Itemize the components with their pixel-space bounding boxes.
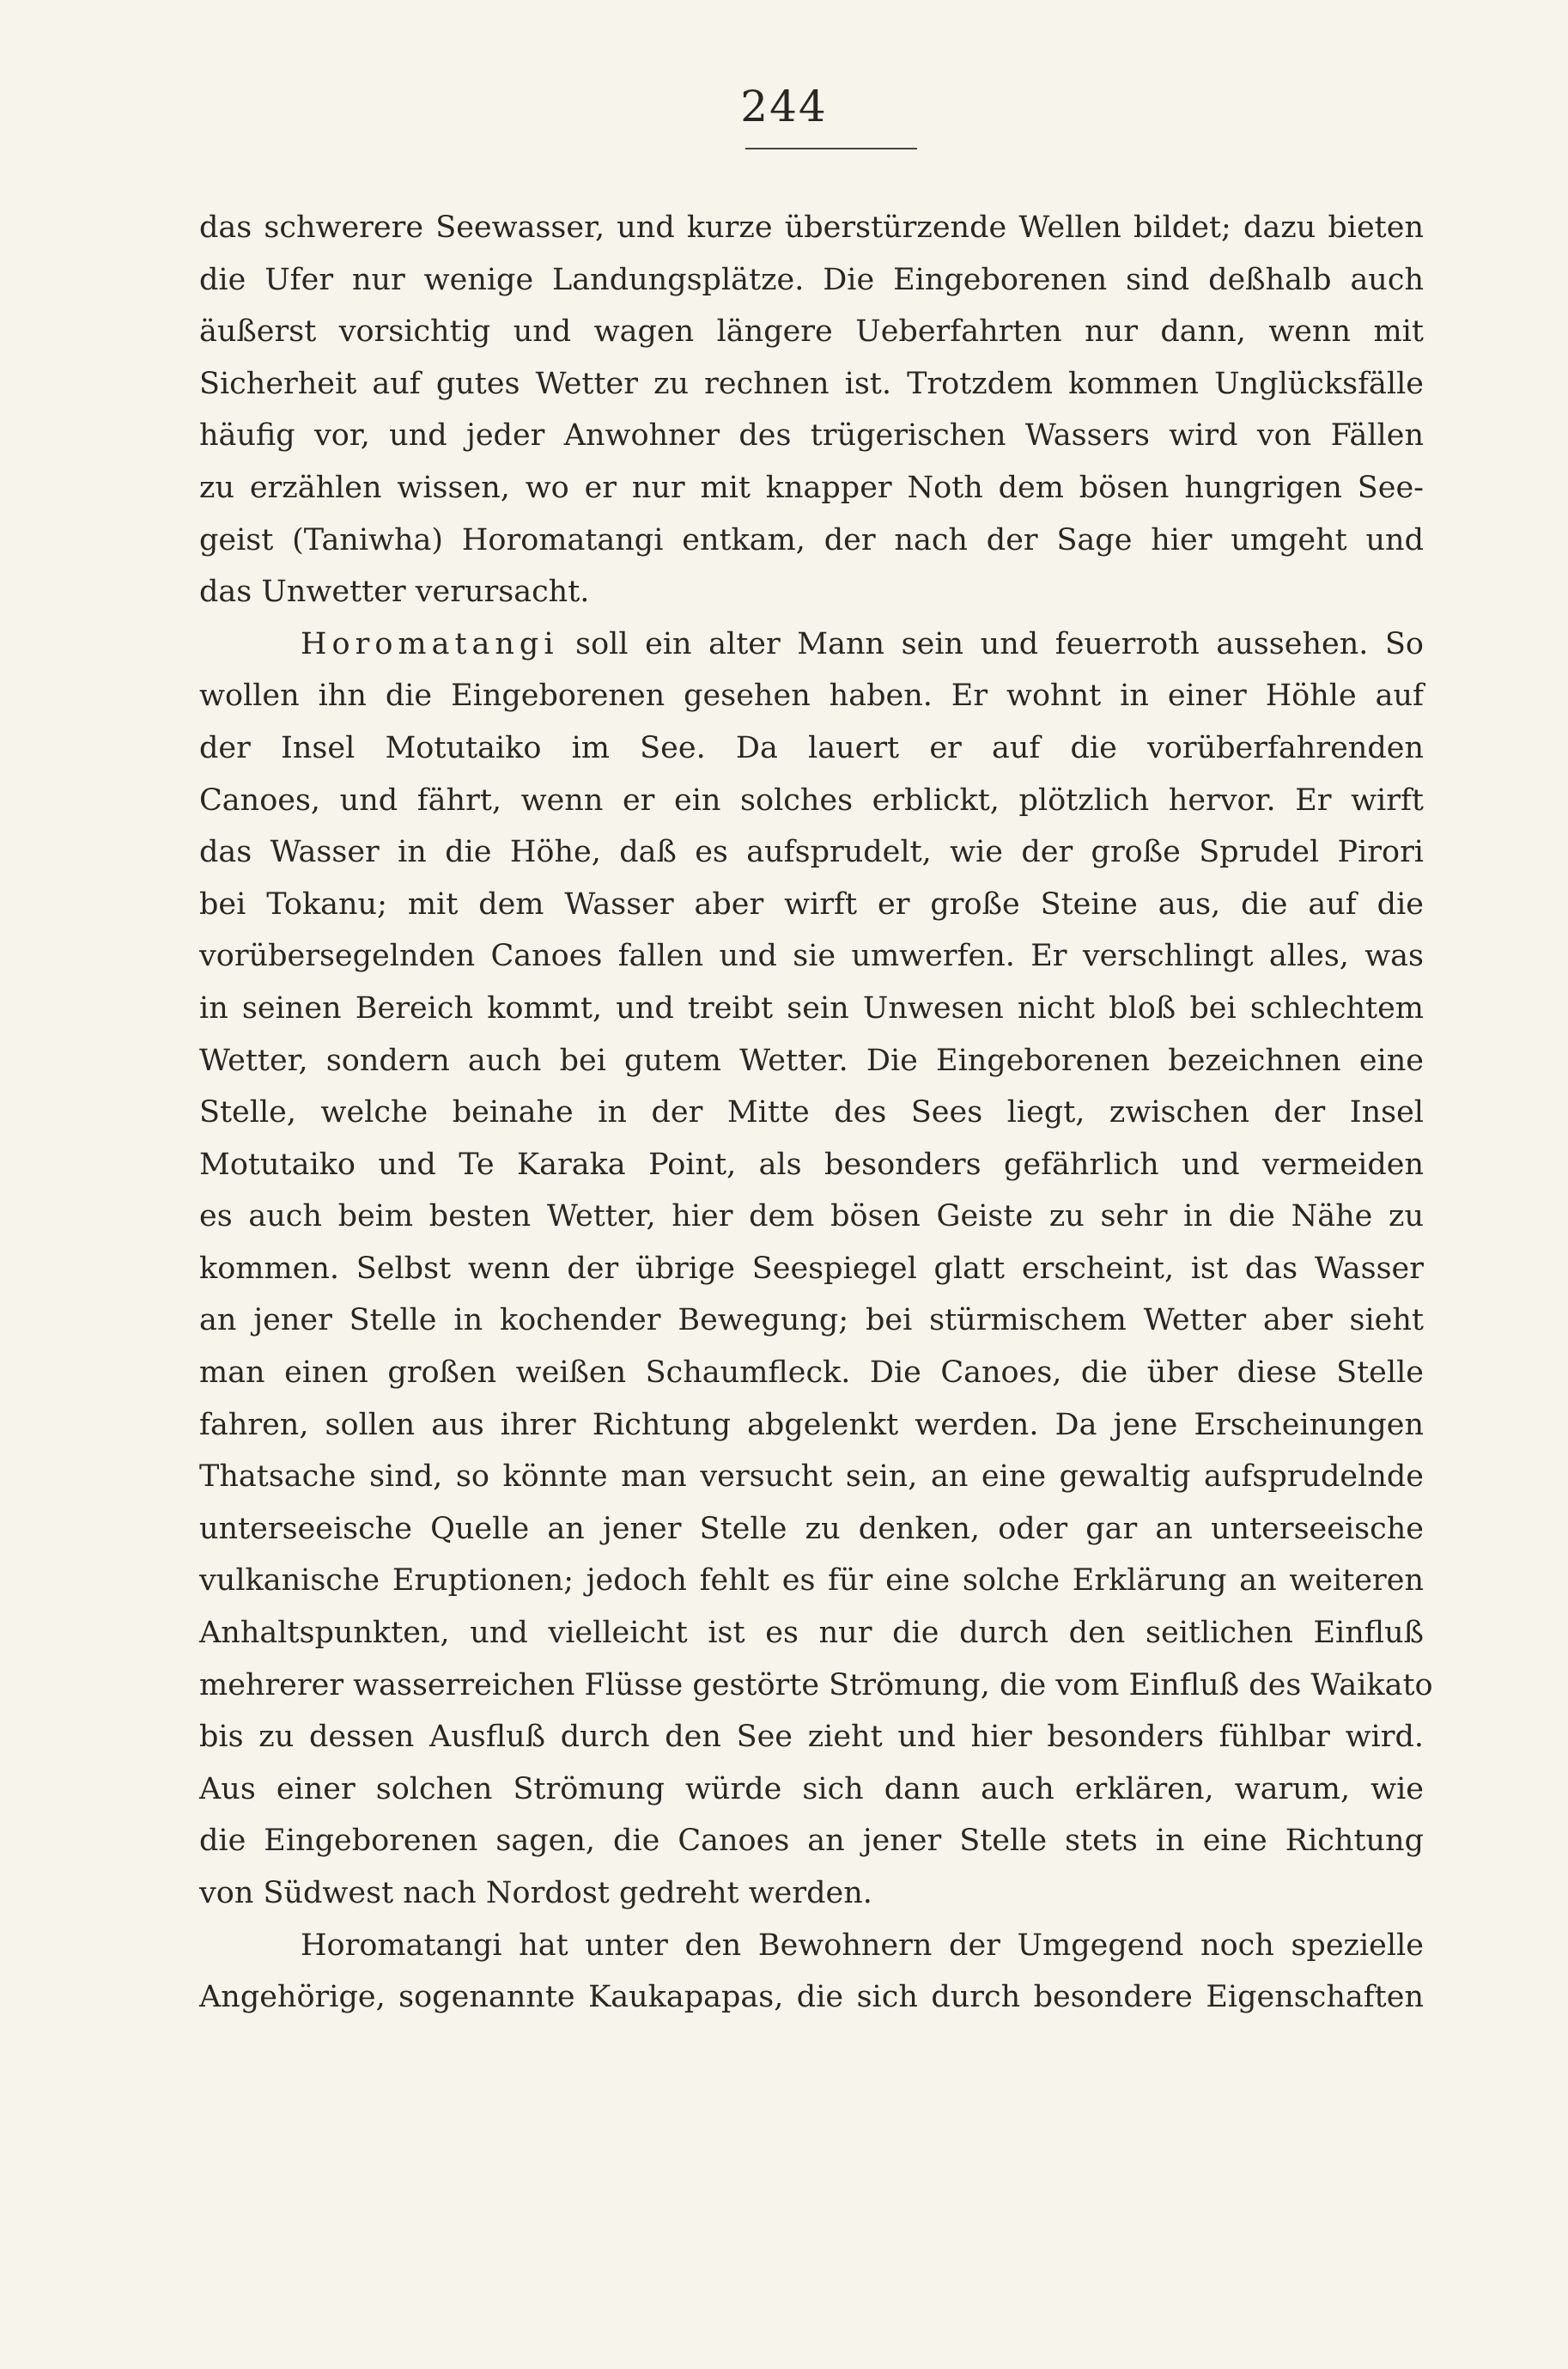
text-line: Canoes, und fährt, wenn er ein solches erblickt, plötzlich hervor. Er wirft xyxy=(199,783,1424,818)
text-line xyxy=(199,618,1424,671)
text-line: fahren, sollen aus ihrer Richtung abgelenkt werden. Da jene Erscheinungen xyxy=(199,1407,1424,1442)
text-line: geist (Taniwha) Horomatangi entkam, der nach der Sage hier umgeht und xyxy=(199,522,1424,557)
paragraph-2 xyxy=(199,618,1433,1920)
paragraph-3 xyxy=(199,1920,1424,2024)
text-line: das Wasser in die Höhe, daß es aufsprudelt, wie der große Sprudel Pirori xyxy=(199,835,1424,870)
text-line: an jener Stelle in kochender Bewegung; bei stürmischem Wetter aber sieht xyxy=(199,1303,1424,1338)
text-line: vorübersegelnden Canoes fallen und sie umwerfen. Er verschlingt alles, was xyxy=(199,939,1424,974)
body-text xyxy=(199,202,1433,2024)
text-line: Horomatangi hat unter den Bewohnern der Umgegend noch spezielle xyxy=(301,1927,1424,1963)
page-number: 244 xyxy=(740,82,828,131)
paragraph-1 xyxy=(199,202,1424,618)
text-line: es auch beim besten Wetter, hier dem bösen Geiste zu sehr in die Nähe zu xyxy=(199,1199,1424,1234)
text-line: in seinen Bereich kommt, und treibt sein Unwesen nicht bloß bei schlechtem xyxy=(199,990,1424,1026)
text-line-rest: soll ein alter Mann sein und feuerroth aussehen. So xyxy=(558,626,1424,661)
text-line: häufig vor, und jeder Anwohner des trügerischen Wassers wird von Fällen xyxy=(199,418,1424,454)
text-line: bis zu dessen Ausfluß durch den See zieht und hier besonders fühlbar wird. xyxy=(199,1720,1424,1755)
spaced-name: Horomatangi xyxy=(301,626,559,661)
text-line: die Eingeborenen sagen, die Canoes an jener Stelle stets in eine Richtung xyxy=(199,1824,1424,1859)
text-line: die Ufer nur wenige Landungsplätze. Die Eingeborenen sind deßhalb auch xyxy=(199,262,1424,297)
text-line: wollen ihn die Eingeborenen gesehen haben. Er wohnt in einer Höhle auf xyxy=(199,679,1424,714)
text-line: unterseeische Quelle an jener Stelle zu denken, oder gar an unterseeische xyxy=(199,1511,1424,1546)
text-line: Wetter, sondern auch bei gutem Wetter. Die Eingeborenen bezeichnen eine xyxy=(199,1043,1424,1078)
text-line: das Unwetter verursacht. xyxy=(199,575,590,610)
text-line: von Südwest nach Nordost gedreht werden. xyxy=(199,1876,872,1910)
text-line: Anhaltspunkten, und vielleicht ist es nur die durch den seitlichen Einfluß xyxy=(199,1616,1424,1651)
text-line: Aus einer solchen Strömung würde sich dann auch erklären, warum, wie xyxy=(199,1771,1424,1806)
text-line: mehrerer wasserreichen Flüsse gestörte Strömung, die vom Einfluß des Waikato xyxy=(199,1667,1433,1702)
text-line: kommen. Selbst wenn der übrige Seespiegel glatt erscheint, ist das Wasser xyxy=(199,1251,1424,1286)
text-line: das schwerere Seewasser, und kurze überstürzende Wellen bildet; dazu bieten xyxy=(199,210,1424,245)
text-line: vulkanische Eruptionen; jedoch fehlt es für eine solche Erklärung an weiteren xyxy=(199,1563,1424,1599)
text-line: äußerst vorsichtig und wagen längere Ueberfahrten nur dann, wenn mit xyxy=(199,314,1424,350)
text-line: Stelle, welche beinahe in der Mitte des Sees liegt, zwischen der Insel xyxy=(199,1095,1424,1130)
text-line: der Insel Motutaiko im See. Da lauert er auf die vorüberfahrenden xyxy=(199,730,1424,765)
text-line: Sicherheit auf gutes Wetter zu rechnen ist. Trotzdem kommen Unglücksfälle xyxy=(199,366,1424,401)
text-line: man einen großen weißen Schaumfleck. Die Canoes, die über diese Stelle xyxy=(199,1355,1424,1391)
header-rule xyxy=(745,148,917,149)
text-line: bei Tokanu; mit dem Wasser aber wirft er große Steine aus, die auf die xyxy=(199,886,1424,922)
text-line: zu erzählen wissen, wo er nur mit knapper Noth dem bösen hungrigen See- xyxy=(199,470,1424,505)
text-line: Angehörige, sogenannte Kaukapapas, die sich durch besondere Eigenschaften xyxy=(199,1980,1424,2015)
text-line: Motutaiko und Te Karaka Point, als besonders gefährlich und vermeiden xyxy=(199,1147,1424,1182)
text-line: Thatsache sind, so könnte man versucht sein, an eine gewaltig aufsprudelnde xyxy=(199,1459,1424,1495)
